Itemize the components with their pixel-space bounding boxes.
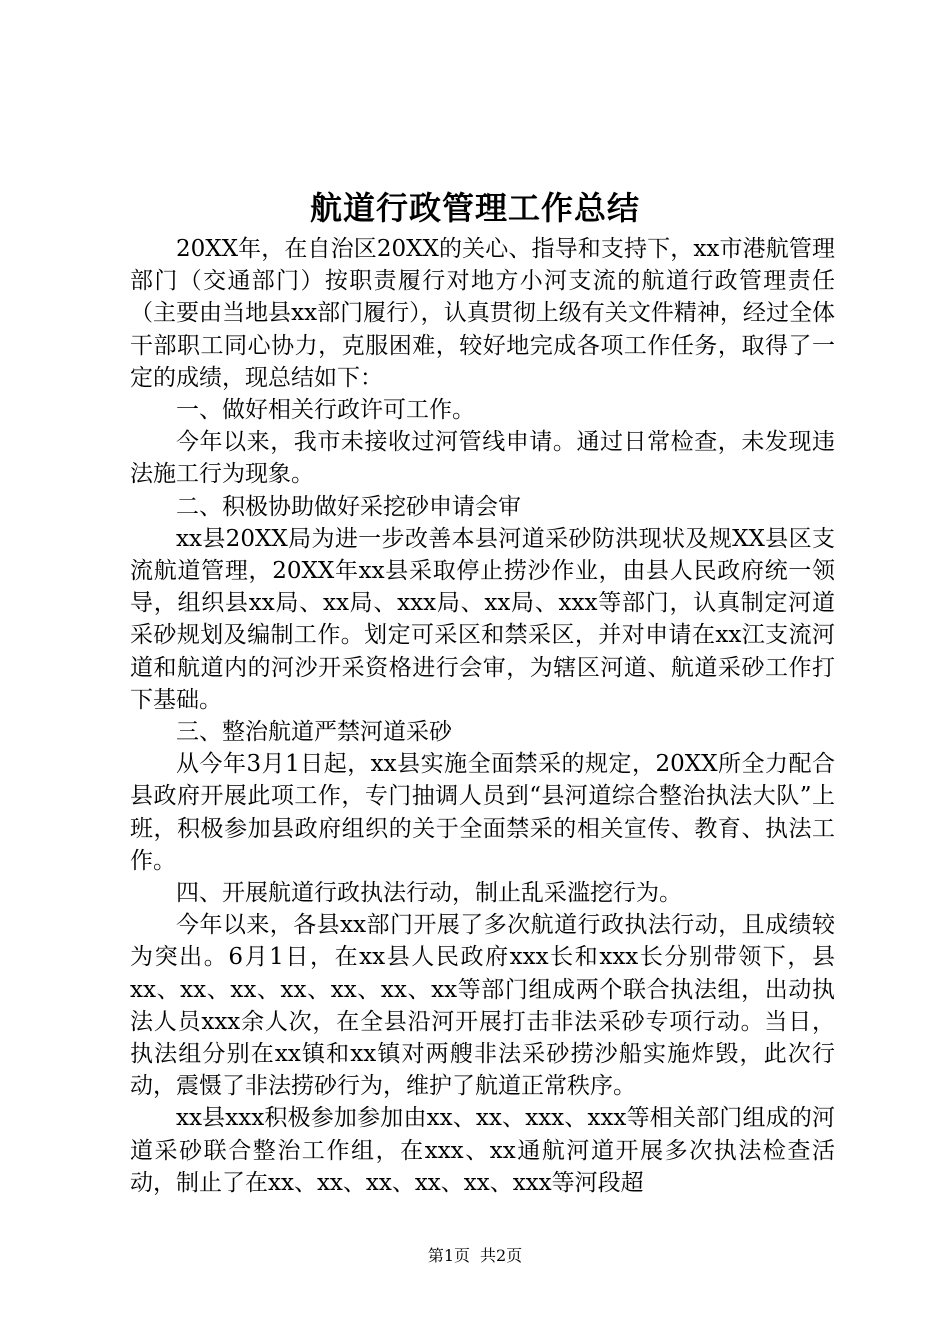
paragraph: xx县xxx积极参加参加由xx、xx、xxx、xxx等相关部门组成的河道采砂联合整治工作组，在xxx、xx通航河道开展多次执法检查活动，制止了在xx、xx、xx、xx、xx、xxx等河段超	[130, 1105, 835, 1196]
page-total: 共2页	[480, 1246, 523, 1265]
page-number: 第1页	[427, 1246, 470, 1265]
document-body	[130, 233, 835, 1199]
paragraph: 从今年3月1日起，xx县实施全面禁采的规定，20XX所全力配合县政府开展此项工作，专门抽调人员到“县河道综合整治执法大队”上班，积极参加县政府组织的关于全面禁采的相关宣传、教育、执法工作。	[130, 751, 835, 874]
document-title: 航道行政管理工作总结	[309, 189, 640, 227]
paragraph-intro: 20XX年，在自治区20XX的关心、指导和支持下，xx市港航管理部门（交通部门）按职责履行对地方小河支流的航道行政管理责任（主要由当地县xx部门履行），认真贯彻上级有关文件精神，经过全体干部职工同心协力，克服困难，较好地完成各项工作任务，取得了一定的成绩，现总结如下：	[130, 236, 835, 391]
section-heading-2: 二、积极协助做好采挖砂申请会审	[176, 493, 521, 520]
paragraph: 今年以来，各县xx部门开展了多次航道行政执法行动，且成绩较为突出。6月1日，在xx县人民政府xxx长和xxx长分别带领下，县xx、xx、xx、xx、xx、xx、xx等部门组成两个联合执法组，出动执法人员xxx余人次，在全县沿河开展打击非法采砂专项行动。当日，执法组分别在xx镇和xx镇对两艘非法采砂捞沙船实施炸毁，此次行动，震慑了非法捞砂行为，维护了航道正常秩序。	[130, 912, 835, 1100]
section-heading-4: 四、开展航道行政执法行动，制止乱采滥挖行为。	[176, 880, 682, 907]
paragraph: xx县20XX局为进一步改善本县河道采砂防洪现状及规XX县区支流航道管理，20XX年xx县采取停止捞沙作业，由县人民政府统一领导，组织县xx局、xx局、xxx局、xx局、xxx等部门，认真制定河道采砂规划及编制工作。划定可采区和禁采区，并对申请在xx江支流河道和航道内的河沙开采资格进行会审，为辖区河道、航道采砂工作打下基础。	[130, 525, 835, 713]
paragraph: 今年以来，我市未接收过河管线申请。通过日常检查，未发现违法施工行为现象。	[130, 429, 835, 488]
section-heading-1: 一、做好相关行政许可工作。	[176, 397, 475, 424]
section-heading-3: 三、整治航道严禁河道采砂	[176, 719, 452, 746]
page-footer	[0, 1245, 950, 1267]
